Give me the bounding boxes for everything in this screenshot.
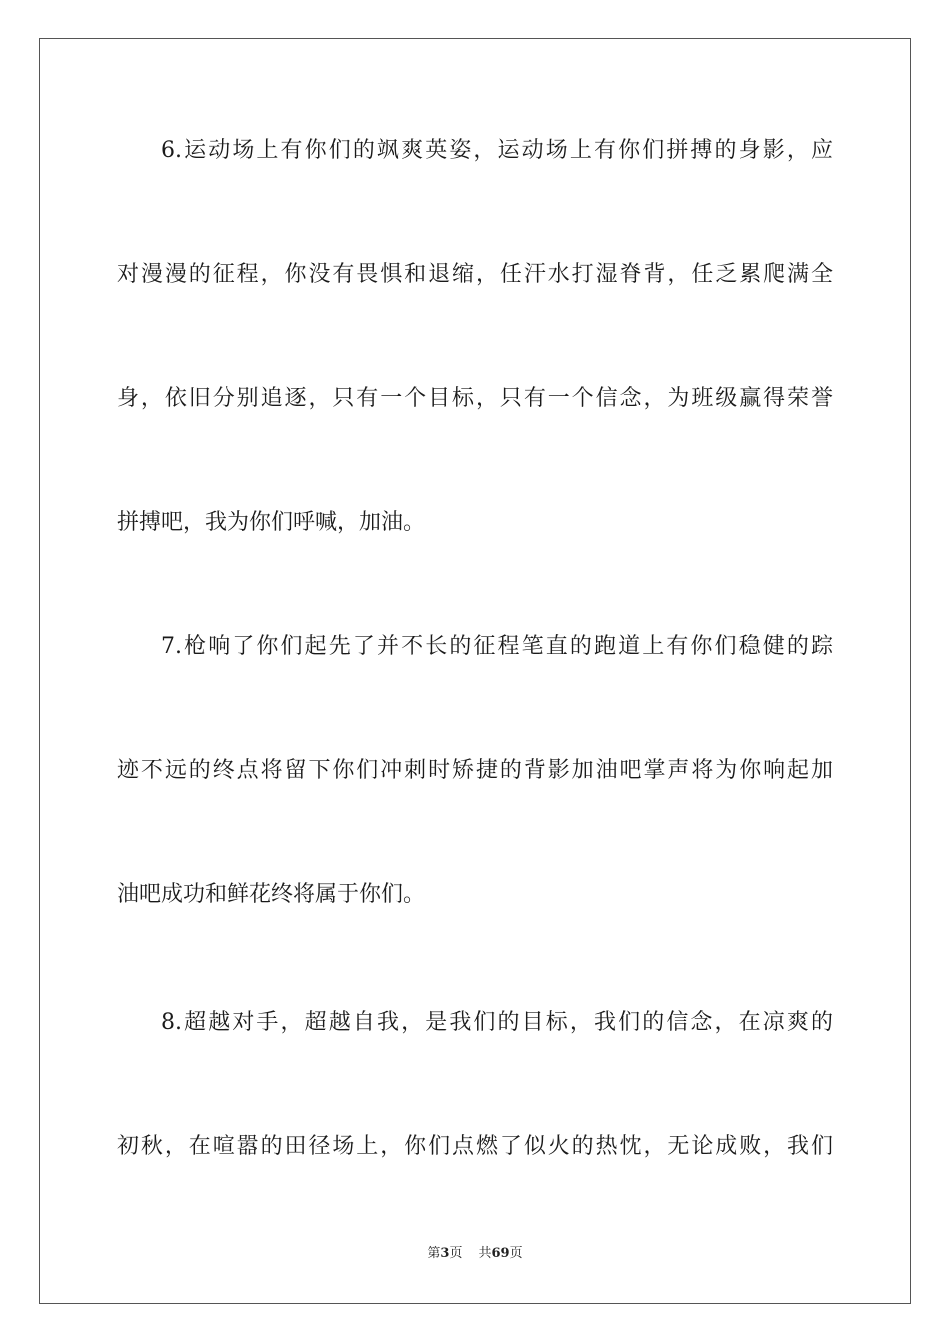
total-label-prefix: 共 (478, 1246, 492, 1261)
page-label-prefix: 第 (427, 1246, 441, 1261)
paragraph-7-line-2: 迹不远的终点将留下你们冲刺时矫捷的背影加油吧掌声将为你响起加 (117, 758, 833, 783)
total-label-suffix: 页 (509, 1246, 523, 1261)
paragraph-6-line-2: 对漫漫的征程，你没有畏惧和退缩，任汗水打湿脊背，任乏累爬满全 (117, 262, 833, 287)
paragraph-8-line-1: 8.超越对手，超越自我，是我们的目标，我们的信念，在凉爽的 (161, 1010, 833, 1035)
page-footer (0, 1245, 950, 1263)
current-page-number: 3 (440, 1246, 450, 1261)
paragraph-8-line-2: 初秋，在喧嚣的田径场上，你们点燃了似火的热忱，无论成败，我们 (117, 1134, 833, 1159)
paragraph-7-line-3: 油吧成功和鲜花终将属于你们。 (117, 882, 426, 907)
paragraph-6-line-1: 6.运动场上有你们的飒爽英姿，运动场上有你们拼搏的身影，应 (161, 138, 833, 163)
paragraph-6-line-4: 拼搏吧，我为你们呼喊，加油。 (117, 510, 426, 535)
total-pages-number: 69 (491, 1246, 510, 1261)
page-border (39, 38, 911, 1304)
paragraph-6-line-3: 身，依旧分别追逐，只有一个目标，只有一个信念，为班级赢得荣誉 (117, 386, 833, 411)
paragraph-7-line-1: 7.枪响了你们起先了并不长的征程笔直的跑道上有你们稳健的踪 (161, 634, 833, 659)
page-label-suffix: 页 (449, 1246, 463, 1261)
